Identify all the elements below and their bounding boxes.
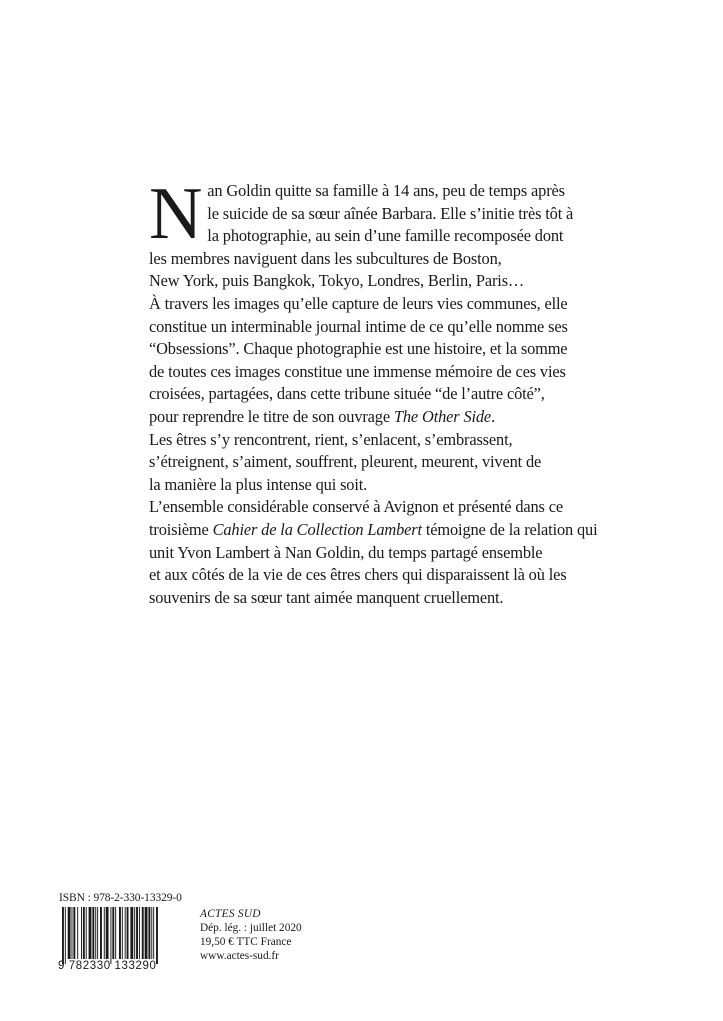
italic-title-other-side: The Other Side — [393, 406, 492, 426]
synopsis-text — [149, 173, 598, 609]
text-line-10: croisées, partagées, dans cette tribune située “de l’autre côté”, — [149, 384, 545, 404]
barcode-bar — [97, 907, 98, 959]
text-line-6: À travers les images qu’elle capture de leurs vies communes, elle — [149, 293, 568, 313]
text-line-1: an Goldin quitte sa famille à 14 ans, peu de temps après — [207, 181, 565, 200]
barcode-bar — [142, 907, 144, 959]
text-line-3: la photographie, au sein d’une famille recomposée dont — [207, 226, 564, 246]
italic-title-cahier: Cahier de la Collection Lambert — [212, 519, 422, 539]
barcode-bar — [65, 907, 66, 964]
barcode-bar — [95, 907, 96, 959]
barcode-bar — [139, 907, 140, 959]
barcode-bar — [148, 907, 150, 959]
barcode-bar — [106, 907, 109, 959]
text-line-17: unit Yvon Lambert à Nan Goldin, du temps partagé ensemble — [149, 542, 543, 562]
text-line-9: de toutes ces images constitue une immense mémoire de ces vies — [149, 361, 566, 381]
barcode-bar — [77, 907, 78, 959]
barcode-bar — [92, 907, 94, 959]
text-line-5: New York, puis Bangkok, Tokyo, Londres, Berlin, Paris… — [149, 271, 525, 291]
barcode-bar — [100, 907, 102, 959]
text-line-16 — [149, 519, 598, 542]
text-line-13: s’étreignent, s’aiment, souffrent, pleurent, meurent, vivent de — [149, 452, 542, 472]
isbn-label: ISBN : 978-2-330-13329-0 — [59, 892, 182, 904]
barcode-bar — [151, 907, 152, 959]
colophon — [200, 907, 302, 963]
barcode-bar — [112, 907, 114, 959]
period: . — [491, 406, 496, 426]
barcode-bar — [62, 907, 64, 964]
price: 19,50 € TTC France — [200, 936, 292, 948]
text-line-16-start: troisième — [149, 519, 213, 539]
text-line-4: les membres naviguent dans les subcultures de Boston, — [149, 248, 502, 268]
barcode-digits: 9 782330 133290 — [58, 960, 157, 972]
text-line-16-end: témoigne de la relation qui — [421, 519, 598, 539]
barcode-bar — [89, 907, 92, 959]
text-line-12: Les êtres s’y rencontrent, rient, s’enlacent, s’embrassent, — [149, 429, 513, 449]
barcode-bar — [122, 907, 123, 959]
barcode-bar — [104, 907, 105, 959]
barcode-bar — [136, 907, 138, 959]
barcode-bar — [153, 907, 154, 959]
barcode-bar — [134, 907, 135, 959]
barcode-bar — [125, 907, 126, 959]
text-line-11-start: pour reprendre le titre de son ouvrage — [149, 406, 394, 426]
text-line-2: le suicide de sa sœur aînée Barbara. Elle s’initie très tôt à — [207, 203, 574, 223]
barcode-bar — [73, 907, 75, 959]
website: www.actes-sud.fr — [200, 950, 279, 962]
text-line-7: constitue un interminable journal intime de ce qu’elle nomme ses — [149, 316, 568, 336]
barcode-bar — [81, 907, 82, 959]
barcode-bar — [72, 907, 73, 959]
legal-deposit: Dép. lég. : juillet 2020 — [200, 922, 302, 934]
text-line-8: “Obsessions”. Chaque photographie est une histoire, et la somme — [149, 339, 568, 359]
barcode-bar — [110, 907, 111, 964]
drop-cap: N — [149, 173, 203, 255]
barcode-bar — [156, 907, 158, 964]
barcode-bar — [83, 907, 85, 959]
barcode-bar — [86, 907, 87, 959]
text-line-18: et aux côtés de la vie de ces êtres chers qui disparaissent là où les — [149, 565, 567, 585]
barcode-bar — [145, 907, 148, 959]
barcode-bar — [119, 907, 121, 959]
publisher-name: ACTES SUD — [200, 908, 261, 920]
barcode-bar — [127, 907, 129, 959]
text-line-11 — [149, 406, 569, 429]
text-line-15: L’ensemble considérable conservé à Avignon et présenté dans ce — [149, 497, 563, 517]
text-line-14: la manière la plus intense qui soit. — [149, 474, 368, 494]
barcode-bar — [130, 907, 133, 959]
barcode-bar — [115, 907, 116, 959]
barcode-bar — [68, 907, 71, 959]
text-line-19: souvenirs de sa sœur tant aimée manquent cruellement. — [149, 587, 504, 607]
barcode — [62, 907, 184, 964]
